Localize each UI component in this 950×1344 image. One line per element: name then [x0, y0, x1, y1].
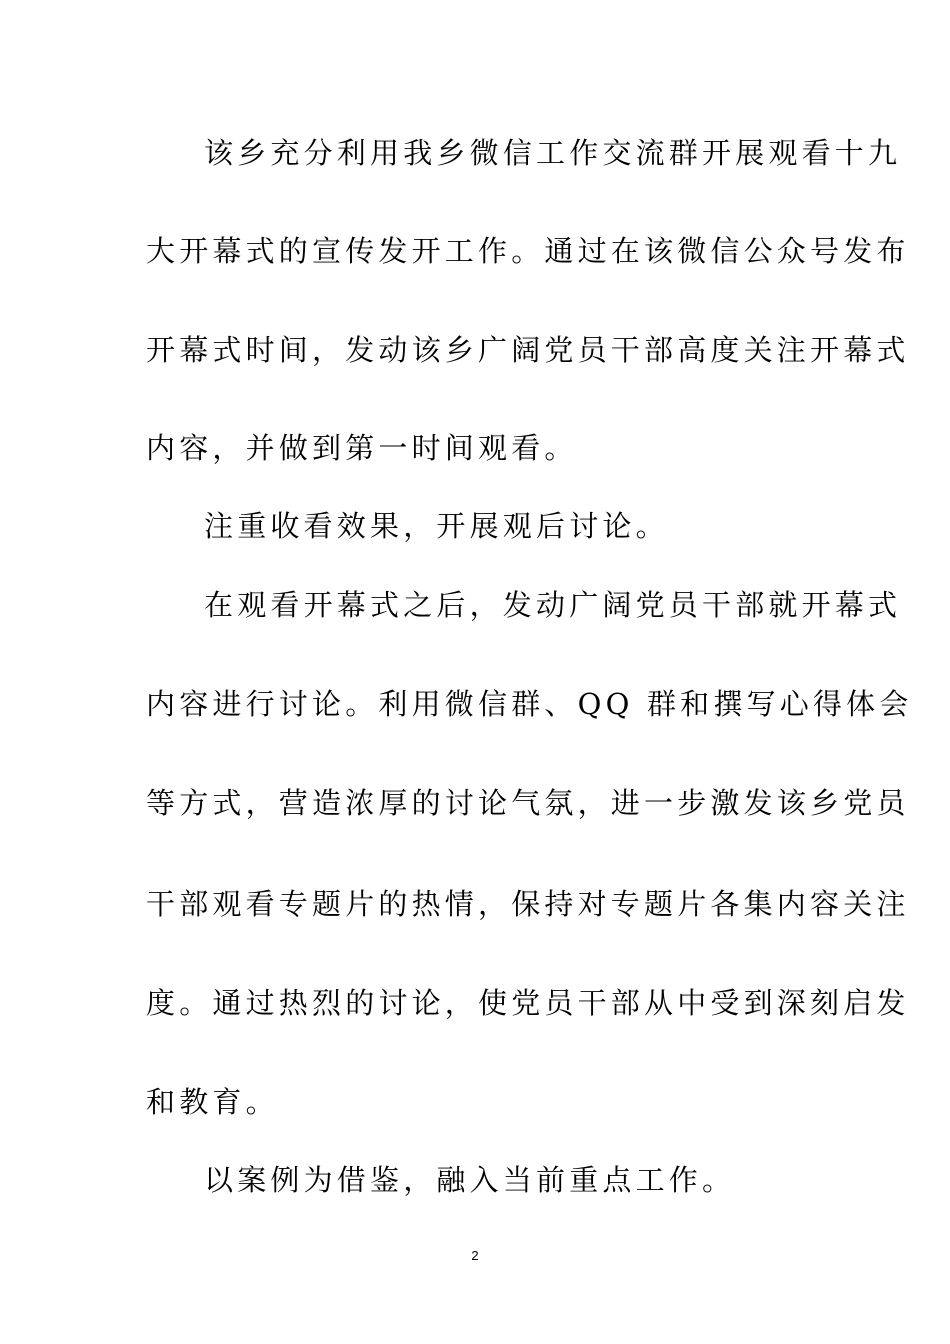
paragraph-2-line-3: 等方式，营造浓厚的讨论气氛，进一步激发该乡党员: [146, 786, 910, 820]
page-number: 2: [471, 1248, 479, 1263]
heading-line-2: 以案例为借鉴，融入当前重点工作。: [204, 1163, 736, 1197]
paragraph-2-line-5: 度。通过热烈的讨论，使党员干部从中受到深刻启发: [146, 986, 910, 1020]
paragraph-2-line-2: 内容进行讨论。利用微信群、QQ 群和撰写心得体会: [146, 687, 913, 721]
paragraph-1-line-4: 内容，并做到第一时间观看。: [146, 431, 578, 465]
paragraph-2-line-6: 和教育。: [146, 1085, 279, 1119]
paragraph-1-line-1: 该乡充分利用我乡微信工作交流群开展观看十九: [204, 136, 902, 170]
heading-line-1: 注重收看效果，开展观后讨论。: [204, 509, 669, 543]
paragraph-2-line-1: 在观看开幕式之后，发动广阔党员干部就开幕式: [204, 588, 902, 622]
paragraph-1-line-3: 开幕式时间，发动该乡广阔党员干部高度关注开幕式: [146, 333, 910, 367]
paragraph-1-line-2: 大开幕式的宣传发开工作。通过在该微信公众号发布: [146, 234, 910, 268]
paragraph-2-line-4: 干部观看专题片的热情，保持对专题片各集内容关注: [146, 887, 910, 921]
